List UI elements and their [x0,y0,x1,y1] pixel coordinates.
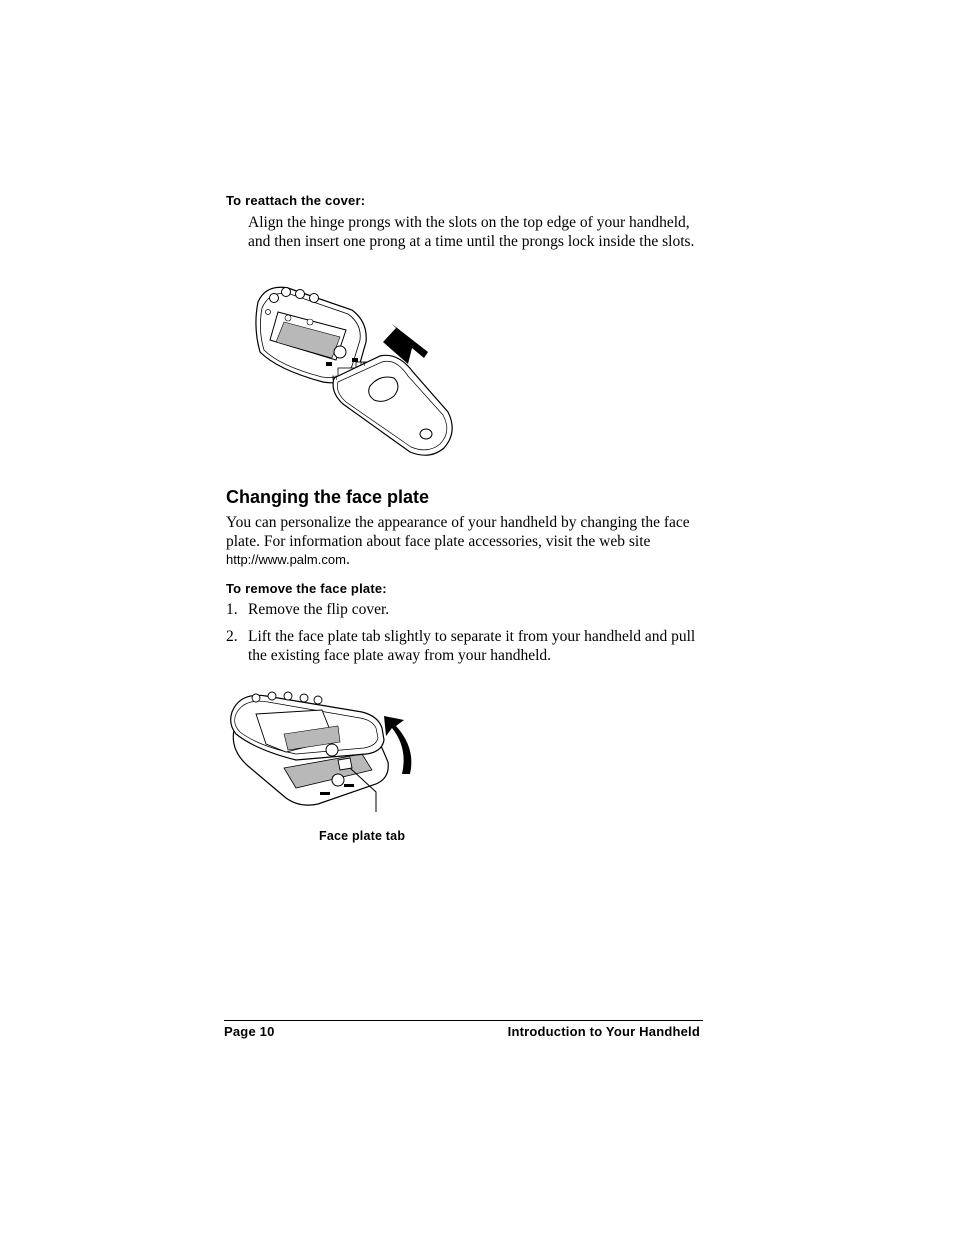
instruction-reattach-cover: Align the hinge prongs with the slots on the top edge of your handheld, and then insert one prong at a time until the prongs lock inside the slots. [248,214,695,250]
step-number: 2. [226,628,238,645]
list-item [226,628,706,668]
reattach-cover-illustration [248,282,460,462]
intro-end: . [345,551,350,569]
intro-paragraph-face-plate [226,514,712,570]
step-number: 1. [226,601,238,618]
list-item [226,601,706,621]
chapter-title: Introduction to Your Handheld [507,1024,700,1039]
intro-text: You can personalize the appearance of your handheld by changing the face plate. For information about face plate accessories, visit the web site [226,514,690,550]
page-number: Page 10 [224,1024,275,1039]
svg-text:M: M [360,361,366,368]
procedure-title-reattach-cover: To reattach the cover: [226,193,366,208]
face-plate-tab-callout: Face plate tab [319,829,406,843]
svg-text:M: M [332,375,338,382]
remove-face-plate-illustration [226,688,422,812]
step-text: Lift the face plate tab slightly to separate it from your handheld and pull the existing face plate away from your handheld. [248,628,696,664]
step-text: Remove the flip cover. [248,601,390,618]
palm-url-link[interactable]: http://www.palm.com [226,552,346,568]
procedure-title-remove-face-plate: To remove the face plate: [226,581,387,596]
footer-rule [224,1020,703,1021]
section-heading-face-plate: Changing the face plate [226,487,430,507]
